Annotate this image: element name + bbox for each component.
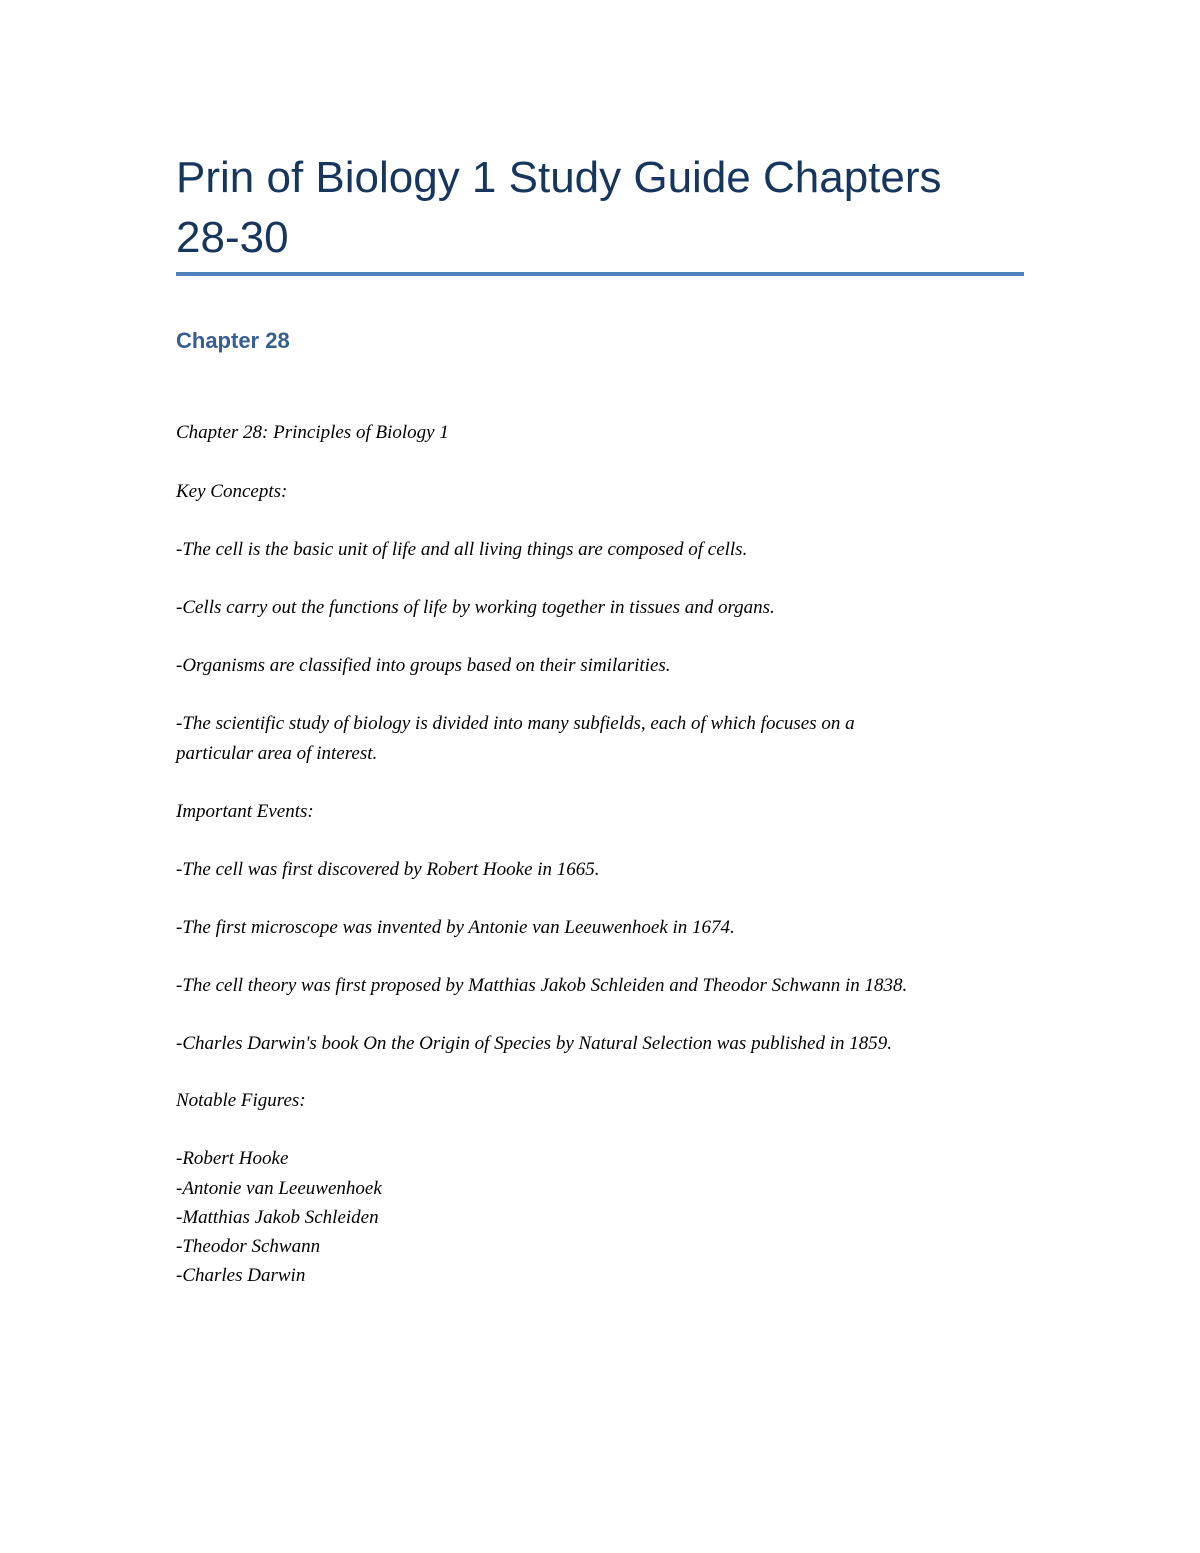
- key-concept-item: -Cells carry out the functions of life by working together in tissues and organs.: [176, 597, 775, 618]
- document-title-line-2: 28-30: [176, 213, 289, 262]
- important-events-label: Important Events:: [176, 801, 314, 822]
- notable-figure-item: -Robert Hooke: [176, 1148, 289, 1169]
- title-underline-rule: [176, 272, 1024, 276]
- key-concept-item: -Organisms are classified into groups based on their similarities.: [176, 655, 671, 676]
- notable-figures-label: Notable Figures:: [176, 1090, 306, 1111]
- notable-figure-item: -Matthias Jakob Schleiden: [176, 1207, 379, 1228]
- important-event-item: -The first microscope was invented by Antonie van Leeuwenhoek in 1674.: [176, 917, 735, 938]
- chapter-heading: Chapter 28: [176, 328, 290, 353]
- notable-figure-item: -Antonie van Leeuwenhoek: [176, 1178, 382, 1199]
- notable-figure-item: -Theodor Schwann: [176, 1236, 321, 1257]
- notable-figure-item: -Charles Darwin: [176, 1265, 306, 1286]
- document-title-line-1: Prin of Biology 1 Study Guide Chapters: [176, 153, 942, 202]
- key-concept-item: -The scientific study of biology is divided into many subfields, each of which focuses on a: [176, 713, 855, 734]
- important-event-item: -The cell theory was first proposed by Matthias Jakob Schleiden and Theodor Schwann in 1838.: [176, 975, 908, 996]
- important-event-item: -The cell was first discovered by Robert Hooke in 1665.: [176, 859, 600, 880]
- chapter-subtitle: Chapter 28: Principles of Biology 1: [176, 422, 449, 443]
- key-concepts-label: Key Concepts:: [176, 481, 288, 502]
- key-concept-item-continued: particular area of interest.: [176, 743, 378, 764]
- document-title: [176, 148, 1036, 268]
- key-concept-item: -The cell is the basic unit of life and all living things are composed of cells.: [176, 539, 748, 560]
- important-event-item: -Charles Darwin's book On the Origin of Species by Natural Selection was published in 1859.: [176, 1033, 892, 1054]
